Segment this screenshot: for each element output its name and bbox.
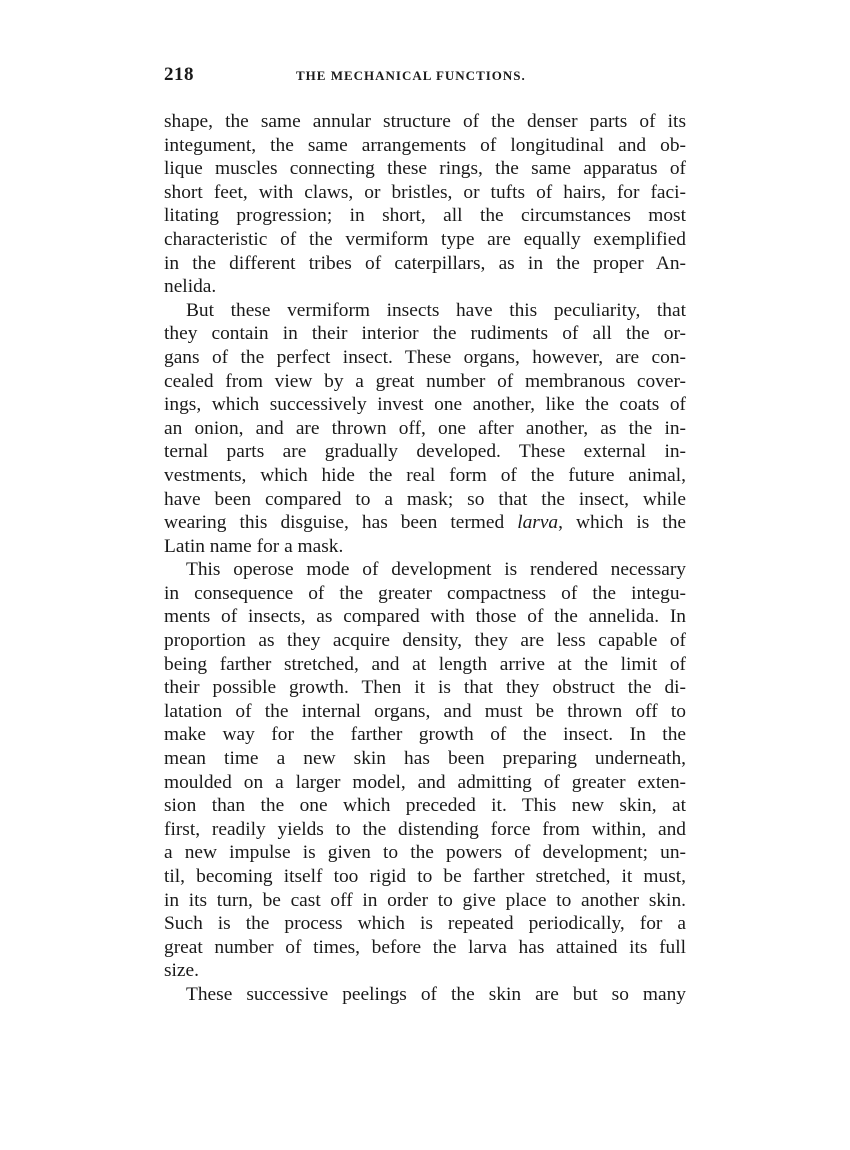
text-line: But these vermiform insects have this peculiarity, that bbox=[186, 299, 686, 321]
text-line: litating progression; in short, all the circumstances most bbox=[164, 205, 686, 227]
text-line: shape, the same annular structure of the denser parts of its bbox=[164, 111, 686, 132]
text-line: wearing this disguise, has been termed larva, which is the bbox=[164, 512, 686, 534]
text-line: great number of times, before the larva has attained its full bbox=[164, 936, 686, 958]
paragraph bbox=[164, 983, 686, 1007]
text-line: in the different tribes of caterpillars, as in the proper An- bbox=[164, 252, 686, 274]
text-line: til, becoming itself too rigid to be farther stretched, it must, bbox=[164, 866, 686, 887]
text-line: short feet, with claws, or bristles, or tufts of hairs, for faci- bbox=[164, 181, 686, 203]
text-line: Such is the process which is repeated periodically, for a bbox=[164, 913, 686, 935]
text-line: moulded on a larger model, and admitting of greater exten- bbox=[164, 771, 686, 793]
text-line: These successive peelings of the skin are but so many bbox=[186, 983, 686, 1005]
page-header bbox=[164, 60, 686, 90]
text-line: latation of the internal organs, and must be thrown off to bbox=[164, 700, 686, 722]
text-line: make way for the farther growth of the insect. In the bbox=[164, 724, 686, 746]
text-line: size. bbox=[164, 960, 199, 982]
text-line: mean time a new skin has been preparing underneath, bbox=[164, 748, 686, 770]
text-line: in consequence of the greater compactness of the integu- bbox=[164, 582, 686, 604]
text-line: a new impulse is given to the powers of development; un- bbox=[164, 842, 686, 864]
text-line: ings, which successively invest one another, like the coats of bbox=[164, 394, 686, 416]
text-line: This operose mode of development is rendered necessary bbox=[186, 559, 686, 581]
text-line: ternal parts are gradually developed. These external in- bbox=[164, 441, 686, 463]
page-number: 218 bbox=[164, 64, 194, 85]
text-line: Latin name for a mask. bbox=[164, 535, 344, 557]
paragraph bbox=[164, 110, 686, 299]
text-line: gans of the perfect insect. These organs, however, are con- bbox=[164, 346, 686, 368]
text-line: lique muscles connecting these rings, the same apparatus of bbox=[164, 158, 686, 180]
text-line: ments of insects, as compared with those of the annelida. In bbox=[164, 606, 686, 628]
paragraph bbox=[164, 558, 686, 983]
text-line: first, readily yields to the distending force from within, and bbox=[164, 818, 686, 840]
text-line: proportion as they acquire density, they are less capable of bbox=[164, 630, 686, 652]
text-line: their possible growth. Then it is that they obstruct the di- bbox=[164, 677, 686, 699]
text-line: cealed from view by a great number of membranous cover- bbox=[164, 370, 686, 392]
text-line: integument, the same arrangements of longitudinal and ob- bbox=[164, 134, 686, 156]
italic-term: larva bbox=[517, 512, 559, 534]
text-line: sion than the one which preceded it. This new skin, at bbox=[164, 795, 686, 817]
text-line: characteristic of the vermiform type are equally exemplified bbox=[164, 228, 686, 250]
text-line: being farther stretched, and at length arrive at the limit of bbox=[164, 653, 686, 675]
book-page bbox=[164, 60, 686, 1007]
text-line: nelida. bbox=[164, 276, 217, 298]
paragraph bbox=[164, 299, 686, 559]
body-text bbox=[164, 110, 686, 1007]
text-line: vestments, which hide the real form of the future animal, bbox=[164, 464, 686, 486]
text-line: an onion, and are thrown off, one after another, as the in- bbox=[164, 417, 686, 439]
text-line: they contain in their interior the rudiments of all the or- bbox=[164, 323, 686, 345]
text-line: have been compared to a mask; so that the insect, while bbox=[164, 488, 686, 510]
running-head: THE MECHANICAL FUNCTIONS. bbox=[296, 68, 526, 83]
text-line: in its turn, be cast off in order to give place to another skin. bbox=[164, 889, 686, 911]
